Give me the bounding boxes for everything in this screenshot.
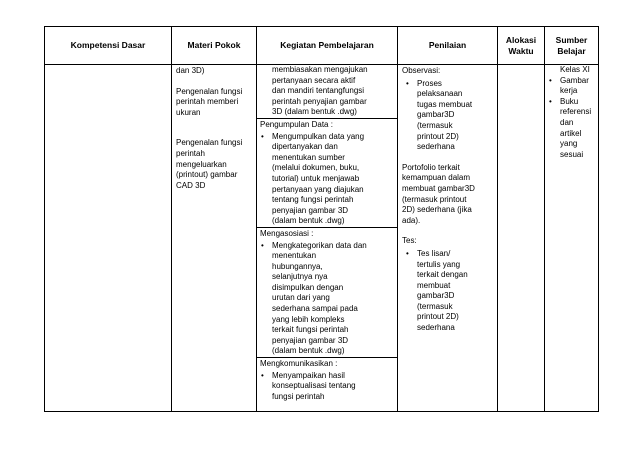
table-row (45, 65, 599, 412)
list (257, 241, 397, 358)
section-mengasosiasi (257, 227, 397, 357)
list-item (257, 132, 397, 227)
bullet-icon: • (549, 75, 552, 85)
list (402, 79, 494, 153)
list-item-text: Menyampaikan hasil konseptualisasi tentang fungsi perintah (272, 370, 356, 401)
list-item (545, 97, 598, 161)
cell-sumber-belajar (545, 65, 599, 412)
sumber-first-text: Kelas XI (560, 65, 590, 74)
materi-text-1: dan 3D) (176, 66, 205, 75)
materi-text-2: Pengenalan fungsi perintah memberi ukuran (176, 86, 243, 117)
list-item (257, 241, 397, 358)
header-kegiatan-pembelajaran: Kegiatan Pembelajaran (257, 27, 398, 65)
section-mengkomunikasikan (257, 357, 397, 402)
list (402, 249, 494, 334)
header-alokasi-waktu: Alokasi Waktu (498, 27, 545, 65)
observasi-title: Observasi: (402, 66, 441, 75)
header-materi-pokok: Materi Pokok (172, 27, 257, 65)
list-item (545, 76, 598, 97)
header-sumber-belajar: Sumber Belajar (545, 27, 599, 65)
bullet-icon: • (261, 131, 264, 141)
list-item (402, 79, 494, 153)
list-item (402, 249, 494, 334)
list-item-text: Gambar kerja (560, 75, 589, 96)
list (257, 132, 397, 227)
syllabus-table (44, 26, 599, 412)
list-item-text: Mengumpulkan data yang dipertanyakan dan menentukan sumber (melalui dokumen, buku, tutorial) untuk menjawab pertanyaan yang diajukan tentang fungsi perintah penyajian gambar 3D (dalam bentuk .dwg) (272, 131, 365, 226)
list-item-text: Proses pelaksanaan tugas membuat gambar3D (termasuk printout 2D) sederhana (417, 78, 473, 152)
bullet-icon: • (406, 78, 409, 88)
bullet-icon: • (406, 248, 409, 258)
cell-penilaian (398, 65, 498, 412)
list (545, 76, 598, 161)
kegiatan-top-text: membiasakan mengajukan pertanyaan secara aktif dan mandiri tentangfungsi perintah penyajian gambar 3D (dalam bentuk .dwg) (272, 65, 368, 117)
cell-kompetensi-dasar (45, 65, 172, 412)
section-title: Mengasosiasi : (260, 228, 314, 238)
section-pengumpulan-data (257, 118, 397, 227)
list-item-text: Mengkategorikan data dan menentukan hubungannya, selanjutnya nya disimpulkan dengan urutan dari yang sederhana sampai pada yang lebih kompleks terkait fungsi perintah penyajian gambar 3D (dalam bentuk .dwg) (272, 240, 367, 356)
list-item-text: Tes lisan/ tertulis yang terkait dengan membuat gambar3D (termasuk printout 2D) sederhana (417, 248, 468, 333)
header-kompetensi-dasar: Kompetensi Dasar (45, 27, 172, 65)
cell-materi-pokok (172, 65, 257, 412)
cell-kegiatan-pembelajaran (257, 65, 398, 412)
bullet-icon: • (261, 370, 264, 380)
cell-alokasi-waktu (498, 65, 545, 412)
section-title: Mengkomunikasikan : (260, 359, 338, 369)
materi-text-3: Pengenalan fungsi perintah mengeluarkan (printout) gambar CAD 3D (176, 138, 243, 190)
table-header-row (45, 27, 599, 65)
bullet-icon: • (549, 96, 552, 106)
portofolio-text: Portofolio terkait kemampuan dalam membuat gambar3D (termasuk printout 2D) sederhana (jika ada). (402, 162, 475, 225)
list-item-text: Buku referensi dan artikel yang sesuai (560, 96, 592, 159)
section-title: Pengumpulan Data : (260, 119, 333, 129)
bullet-icon: • (261, 240, 264, 250)
list-item (257, 371, 397, 403)
header-penilaian: Penilaian (398, 27, 498, 65)
tes-title: Tes: (402, 236, 417, 246)
list (257, 371, 397, 403)
